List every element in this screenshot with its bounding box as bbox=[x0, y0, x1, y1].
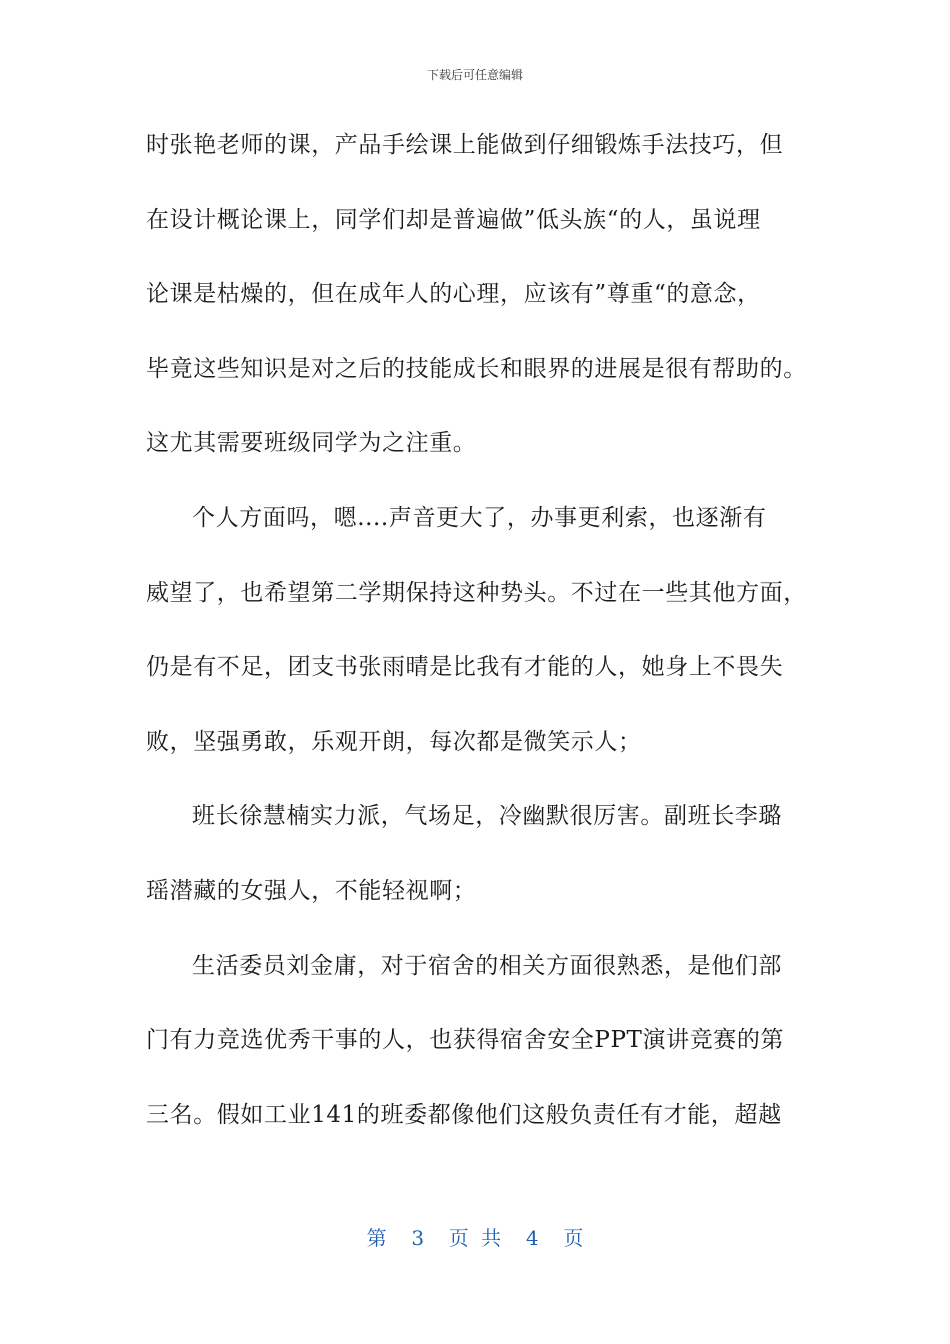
text-line: 威望了，也希望第二学期保持这种势头。不过在一些其他方面， bbox=[146, 579, 807, 606]
paragraph-start-line: 个人方面吗，嗯....声音更大了，办事更利索，也逐渐有 bbox=[192, 504, 767, 531]
text-line: 毕竟这些知识是对之后的技能成长和眼界的进展是很有帮助的。 bbox=[146, 355, 807, 382]
text-line: 败，坚强勇敢，乐观开朗，每次都是微笑示人； bbox=[146, 728, 642, 755]
text-line: 仍是有不足，团支书张雨晴是比我有才能的人，她身上不畏失 bbox=[146, 654, 784, 681]
text-line: 在设计概论课上，同学们却是普遍做”低头族“的人，虽说理 bbox=[146, 206, 761, 233]
text-line: 时张艳老师的课，产品手绘课上能做到仔细锻炼手法技巧，但 bbox=[146, 132, 784, 158]
page-number-text: 第 3 页 共 4 页 bbox=[366, 1226, 584, 1250]
paragraph-start-line: 班长徐慧楠实力派，气场足，冷幽默很厉害。副班长李璐 bbox=[192, 803, 782, 830]
text-line: 论课是枯燥的，但在成年人的心理，应该有”尊重“的意念， bbox=[146, 281, 761, 308]
page-header: 下载后可任意编辑 bbox=[426, 68, 523, 82]
text-line: 三名。假如工业141的班委都像他们这般负责任有才能，超越 bbox=[146, 1101, 782, 1128]
text-line: 瑶潜藏的女强人，不能轻视啊； bbox=[146, 877, 477, 904]
text-line: 门有力竞选优秀干事的人，也获得宿舍安全PPT演讲竞赛的第 bbox=[146, 1027, 785, 1054]
document-body bbox=[146, 122, 814, 1166]
text-line: 这尤其需要班级同学为之注重。 bbox=[146, 430, 477, 457]
page-number-footer bbox=[0, 1222, 950, 1251]
paragraph-start-line: 生活委员刘金庸，对于宿舍的相关方面很熟悉，是他们部 bbox=[192, 952, 782, 979]
